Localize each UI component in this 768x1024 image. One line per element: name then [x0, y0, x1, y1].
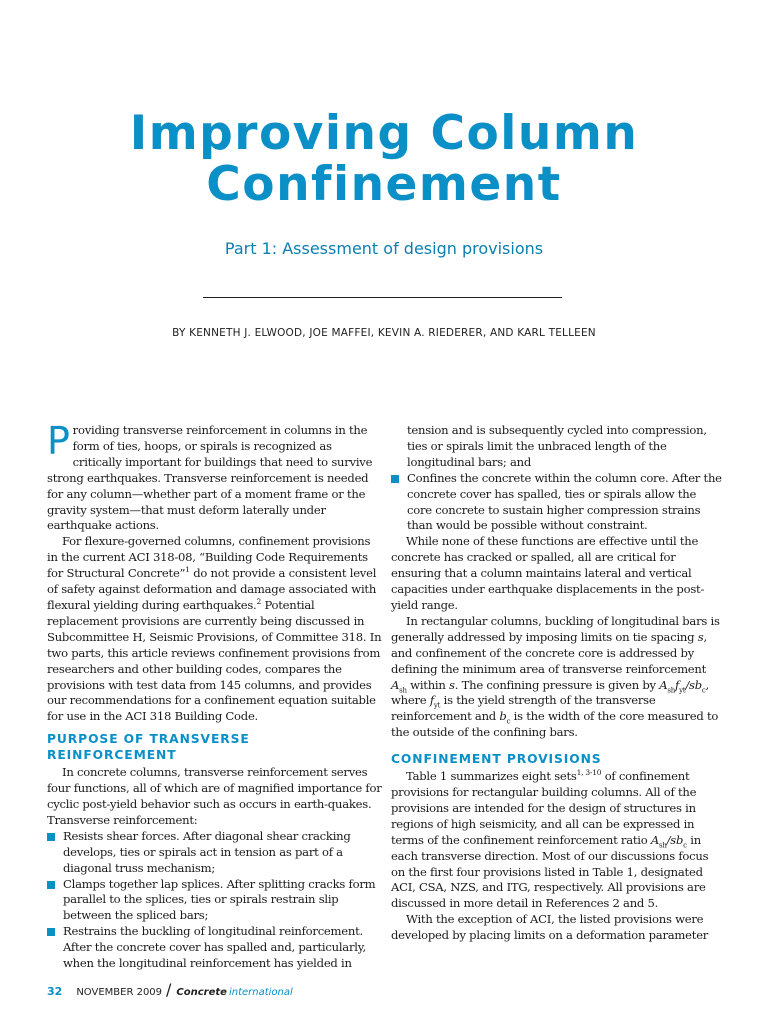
title-line-1: Improving Column — [129, 106, 639, 161]
list-item: Confines the concrete within the column core. After the concrete cover has spalled, ties or spirals allow the core concrete to sustain higher compression strains than would be possible without constraint. — [391, 471, 723, 535]
paragraph: Table 1 summarizes eight sets$^{1, 3-10}$ of confinement provisions for rectangular building columns. All of the provisions are intended for the design of structures in regions of high seismicity, and all can be expressed in terms of the confinement reinforcement ratio $A_{sh}/sb_c$ in each transverse direction. Most of our discussions focus on the first four provisions listed in Table 1, designated ACI, CSA, NZS, and ITG, respectively. All provisions are discussed in more detail in References 2 and 5. — [391, 768, 709, 911]
bullet-list — [391, 471, 723, 535]
magazine-name: Concrete — [176, 987, 227, 998]
paragraph: While none of these functions are effective until the concrete has cracked or spalled, all are critical for ensuring that a column maintains lateral and vertical capacities under earthquake displacements in the post-yield range. — [391, 534, 705, 612]
list-item: Restrains the buckling of longitudinal reinforcement. After the concrete cover has spalled and, particularly, when the longitudinal reinforcement has yielded in — [47, 924, 384, 972]
bullet-list — [47, 829, 384, 972]
issue-date: NOVEMBER 2009 — [76, 987, 163, 998]
paragraph: For flexure-governed columns, confinement provisions in the current ACI 318-08, “Building Code Requirements for Structural Concrete”$^1$ do not provide a consistent level of safety against deformation and damage associated with flexural yielding during earthquakes.$^2$ Potential replacement provisions are currently being discussed in Subcommittee H, Seismic Provisions, of Committee 318. In two parts, this article reviews confinement provisions from researchers and other building codes, compares the provisions with test data from 145 columns, and provides our recommendations for a confinement equation suitable for use in the ACI 318 Building Code. — [47, 534, 382, 724]
paragraph: In concrete columns, transverse reinforcement serves four functions, all of which are of magnified importance for cyclic post-yield behavior such as occurs in earth-quakes. Transverse reinforcement: — [47, 765, 382, 827]
right-column — [391, 423, 723, 944]
square-bullet-icon — [47, 928, 55, 936]
left-column — [47, 419, 384, 972]
square-bullet-icon — [47, 833, 55, 841]
paragraph: In rectangular columns, buckling of longitudinal bars is generally addressed by imposing limits on tie spacing s, and confinement of the concrete core is addressed by defining the minimum area of transverse reinforcement $A_{sh}$ within s. The confining pressure is given by $A_{sh}f_{yt}/sb_c$, where $f_{yt}$ is the yield strength of the transverse reinforcement and $b_c$ is the width of the core measured to the outside of the confining bars. — [391, 613, 720, 740]
square-bullet-icon — [391, 475, 399, 483]
list-item-continuation: tension and is subsequently cycled into compression, ties or spirals limit the unbraced length of the longitudinal bars; and — [407, 423, 707, 469]
magazine-name-suffix: international — [228, 987, 293, 998]
paragraph: With the exception of ACI, the listed provisions were developed by placing limits on a deformation parameter — [391, 912, 709, 943]
byline: BY KENNETH J. ELWOOD, JOE MAFFEI, KEVIN A. RIEDERER, AND KARL TELLEEN — [172, 327, 596, 339]
drop-cap: P — [47, 419, 70, 463]
intro-paragraph: Providing transverse reinforcement in columns in the form of ties, hoops, or spirals is recognized as critically important for buildings that need to survive strong earthquakes. Transverse reinforcement is needed for any column—whether part of a moment frame or the gravity system—that must deform laterally under earthquake actions. — [47, 419, 373, 533]
title-line-2: Confinement — [206, 157, 562, 212]
article-subtitle: Part 1: Assessment of design provisions — [224, 239, 544, 258]
section-heading-purpose: PURPOSE OF TRANSVERSE REINFORCEMENT — [47, 732, 250, 763]
footer-separator: / — [166, 980, 172, 999]
list-item: Resists shear forces. After diagonal shear cracking develops, ties or spirals act in tension as part of a diagonal truss mechanism; — [47, 829, 384, 877]
page-footer — [47, 980, 293, 999]
list-item: Clamps together lap splices. After splitting cracks form parallel to the splices, ties or spirals restrain slip between the spliced bars; — [47, 877, 384, 925]
article-title — [0, 108, 768, 210]
page-number: 32 — [47, 985, 63, 998]
divider-rule — [203, 297, 562, 298]
section-heading-confinement: CONFINEMENT PROVISIONS — [391, 752, 602, 767]
square-bullet-icon — [47, 881, 55, 889]
